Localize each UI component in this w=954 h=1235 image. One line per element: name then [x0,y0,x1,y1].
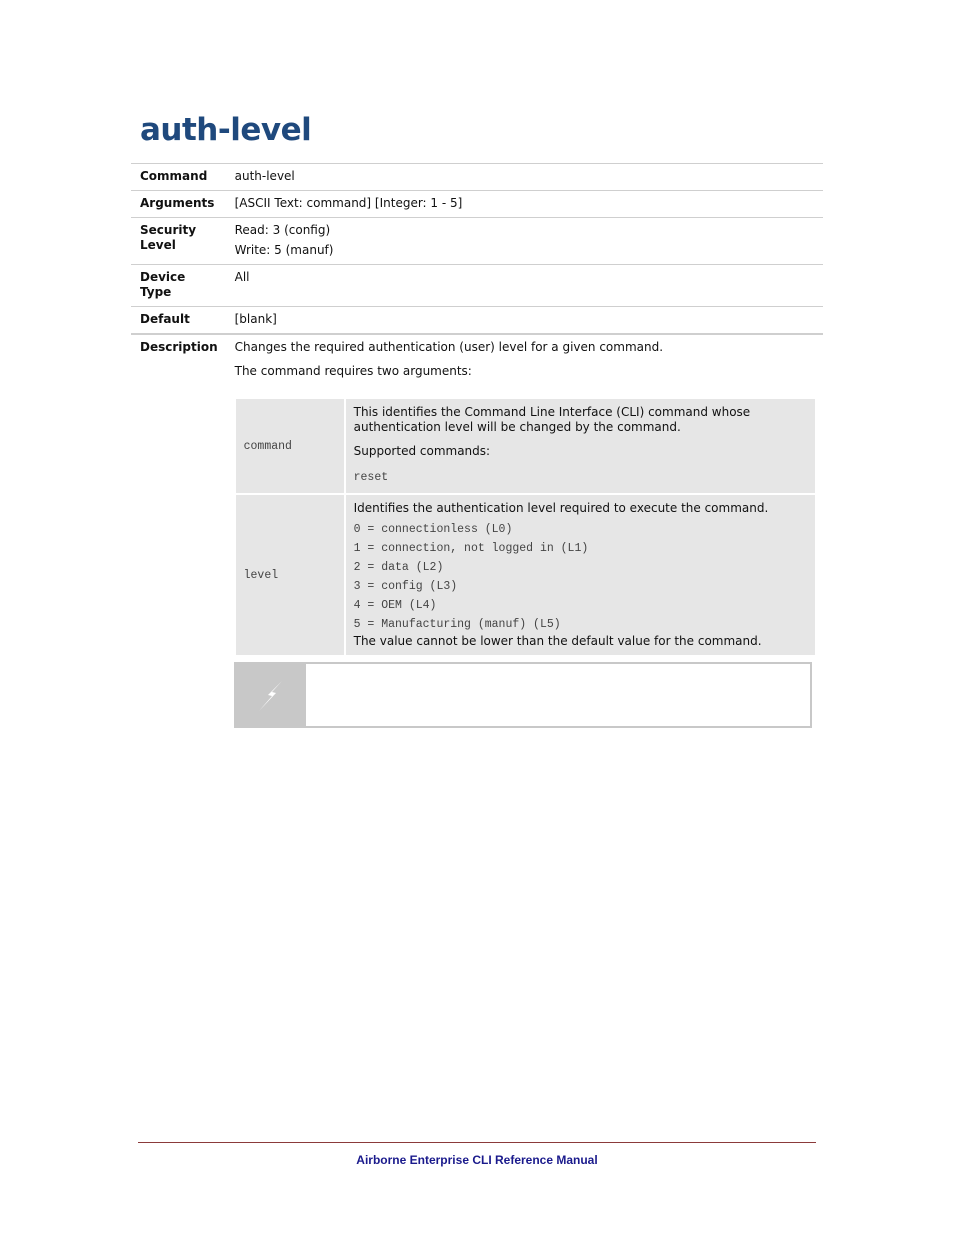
level-item: 5 = Manufacturing (manuf) (L5) [353,618,561,631]
command-label: Command [140,169,208,183]
device-type-label: Device Type [140,270,186,299]
description-line-1: Changes the required authentication (user) level for a given command. [234,340,664,354]
security-write: Write: 5 (manuf) [234,243,334,257]
description-label: Description [140,340,218,354]
arg-name: level [236,493,346,655]
security-read: Read: 3 (config) [234,223,331,237]
level-item: 3 = config (L3) [353,580,458,593]
device-type-row [131,265,823,307]
arguments-row [131,191,823,218]
arg-info [346,493,815,655]
arg-name: command [236,399,346,493]
level-list [354,520,807,634]
description-value [226,334,823,689]
level-item: 4 = OEM (L4) [353,599,437,612]
device-type-value: All [234,270,250,284]
level-item: 2 = data (L2) [353,561,444,574]
arg-row-level [236,493,815,655]
description-line-2: The command requires two arguments: [234,364,472,378]
security-level-label: Security Level [140,223,197,252]
default-label: Default [140,312,190,326]
command-row [131,164,823,191]
level-item: 0 = connectionless (L0) [353,523,513,536]
security-level-row [131,218,823,265]
note-box [234,662,812,728]
page-title: auth-level [140,112,312,148]
level-item: 1 = connection, not logged in (L1) [353,542,589,555]
command-value: auth-level [234,169,295,183]
arguments-label: Arguments [140,196,215,210]
command-properties-table [131,163,823,689]
default-row [131,307,823,335]
warning-bolt-icon [236,664,306,726]
footer-title: Airborne Enterprise CLI Reference Manual [356,1153,598,1167]
arg-row-command [236,399,815,493]
description-row [131,334,823,689]
arg-description: Identifies the authentication level required to execute the command. [353,501,769,515]
arguments-value: [ASCII Text: command] [Integer: 1 - 5] [234,196,463,210]
footer-divider [138,1142,816,1143]
arguments-detail-table [236,399,815,655]
arg-supported-command: reset [353,471,389,484]
security-level-value [226,218,823,265]
default-value: [blank] [234,312,277,326]
arg-info [346,399,815,493]
arg-description: This identifies the Command Line Interface (CLI) command whose authentication level will be changed by the command. [353,405,751,434]
arg-supported-label: Supported commands: [353,444,491,458]
arg-note: The value cannot be lower than the default value for the command. [353,634,762,648]
